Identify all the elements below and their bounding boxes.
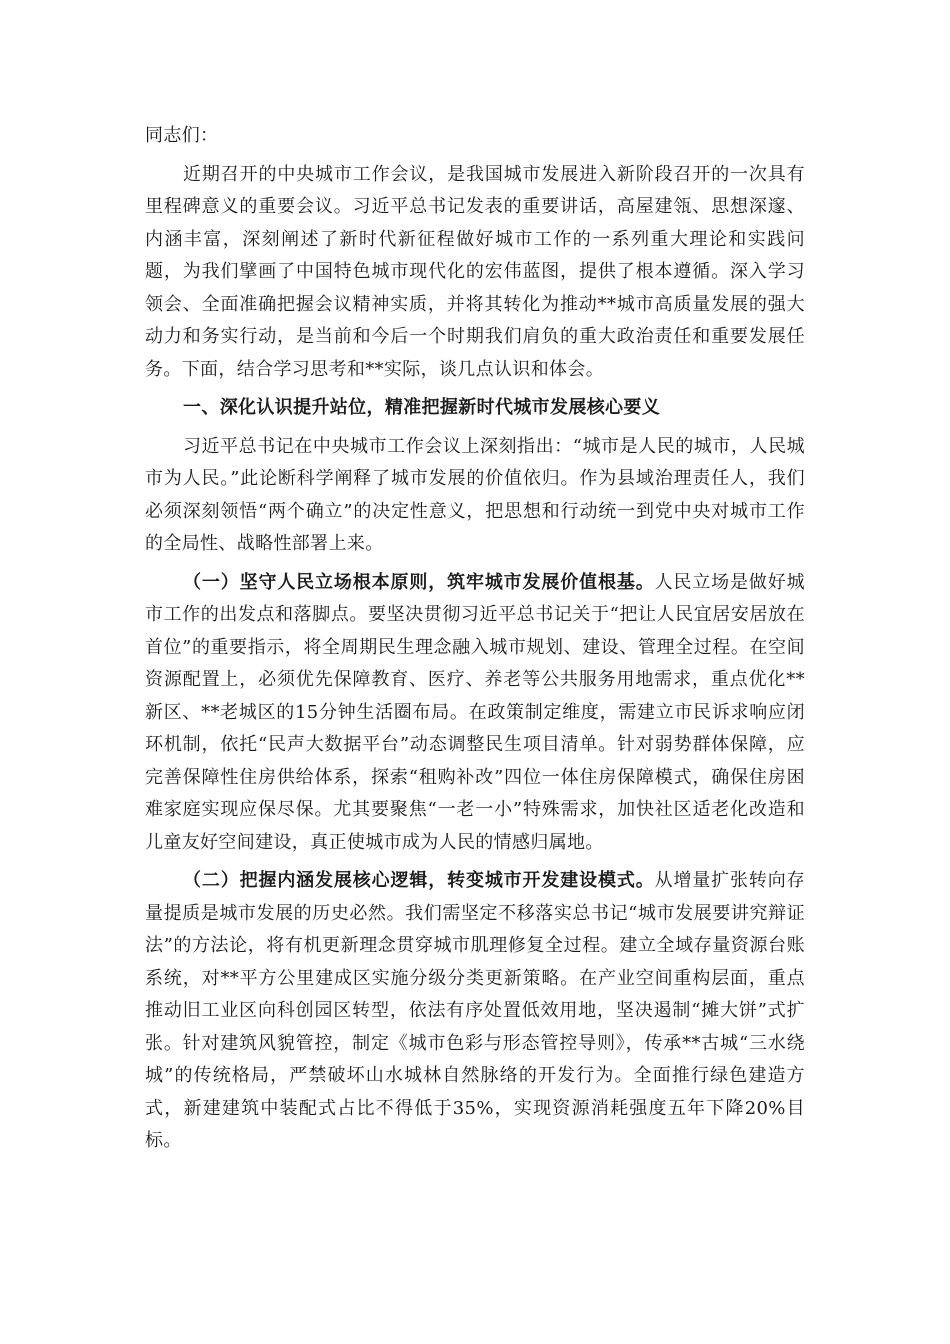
point-2-body: 从增量扩张转向存量提质是城市发展的历史必然。我们需坚定不移落实总书记“城市发展要讲究辩证法”的方法论，将有机更新理念贯穿城市肌理修复全过程。建立全域存量资源台账系统，对**平方公里建成区实施分级分类更新策略。在产业空间重构层面，重点推动旧工业区向科创园区转型，依法有序处置低效用地，坚决遏制“摊大饼”式扩张。针对建筑风貌管控，制定《城市色彩与形态管控导则》，传承**古城“三水绕城”的传统格局，严禁破坏山水城林自然脉络的开发行为。全面推行绿色建造方式，新建建筑中装配式占比不得低于35%，实现资源消耗强度五年下降20%目标。 <box>145 870 805 1151</box>
section-heading-1: 一、深化认识提升站位，精准把握新时代城市发展核心要义 <box>183 397 661 418</box>
greeting: 同志们： <box>145 125 219 146</box>
point-1-body: 人民立场是做好城市工作的出发点和落脚点。要坚决贯彻习近平总书记关于“把让人民宜居安居放在首位”的重要指示，将全周期民生理念融入城市规划、建设、管理全过程。在空间资源配置上，必须优先保障教育、医疗、养老等公共服务用地需求，重点优化**新区、**老城区的15分钟生活圈布局。在政策制定维度，需建立市民诉求响应闭环机制，依托“民声大数据平台”动态调整民生项目清单。针对弱势群体保障，应完善保障性住房供给体系，探索“租购补改”四位一体住房保障模式，确保住房困难家庭实现应保尽保。尤其要聚焦“一老一小”特殊需求，加快社区适老化改造和儿童友好空间建设，真正使城市成为人民的情感归属地。 <box>145 571 805 853</box>
intro-paragraph: 近期召开的中央城市工作会议，是我国城市发展进入新阶段召开的一次具有里程碑意义的重要会议。习近平总书记发表的重要讲话，高屋建瓴、思想深邃、内涵丰富，深刻阐述了新时代新征程做好城市工作的一系列重大理论和实践问题，为我们擘画了中国特色城市现代化的宏伟蓝图，提供了根本遵循。深入学习领会、全面准确把握会议精神实质，并将其转化为推动**城市高质量发展的强大动力和务实行动，是当前和今后一个时期我们肩负的重大政治责任和重要发展任务。下面，结合学习思考和**实际，谈几点认识和体会。 <box>145 163 805 380</box>
point-2-lead: （二）把握内涵发展核心逻辑，转变城市开发建设模式。 <box>183 870 655 891</box>
point-1-lead: （一）坚守人民立场根本原则，筑牢城市发展价值根基。 <box>183 571 655 593</box>
point-1-paragraph <box>145 567 805 860</box>
document-body <box>145 120 805 1158</box>
point-2-paragraph <box>145 865 805 1158</box>
section-1-paragraph: 习近平总书记在中央城市工作会议上深刻指出：“城市是人民的城市，人民城市为人民。”此论断科学阐释了城市发展的价值依归。作为县域治理责任人，我们必须深刻领悟“两个确立”的决定性意义，把思想和行动统一到党中央对城市工作的全局性、战略性部署上来。 <box>145 435 805 554</box>
